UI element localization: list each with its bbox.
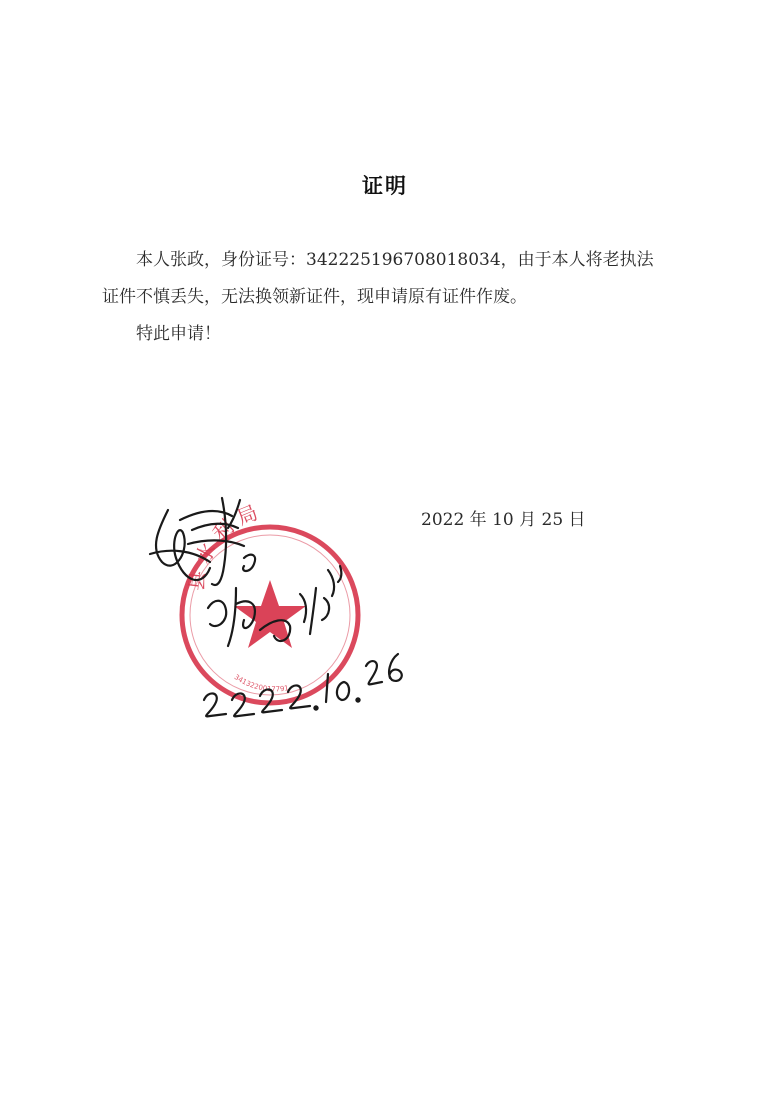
seal-and-signature <box>140 470 410 730</box>
document-date: 2022 年 10 月 25 日 <box>421 510 586 530</box>
signature-icon <box>140 470 410 730</box>
paragraph-request: 特此申请！ <box>136 324 221 344</box>
seal-serial: 3413220017791 <box>232 673 290 694</box>
seal-arc-text: 县 水 利 局 <box>184 500 262 593</box>
document-title: 证明 <box>362 173 408 198</box>
document-body <box>102 242 658 353</box>
paragraph-statement: 本人张政，身份证号：342225196708018034，由于本人将老执法证件不慎丢失，无法换领新证件，现申请原有证件作废。 <box>102 250 654 307</box>
